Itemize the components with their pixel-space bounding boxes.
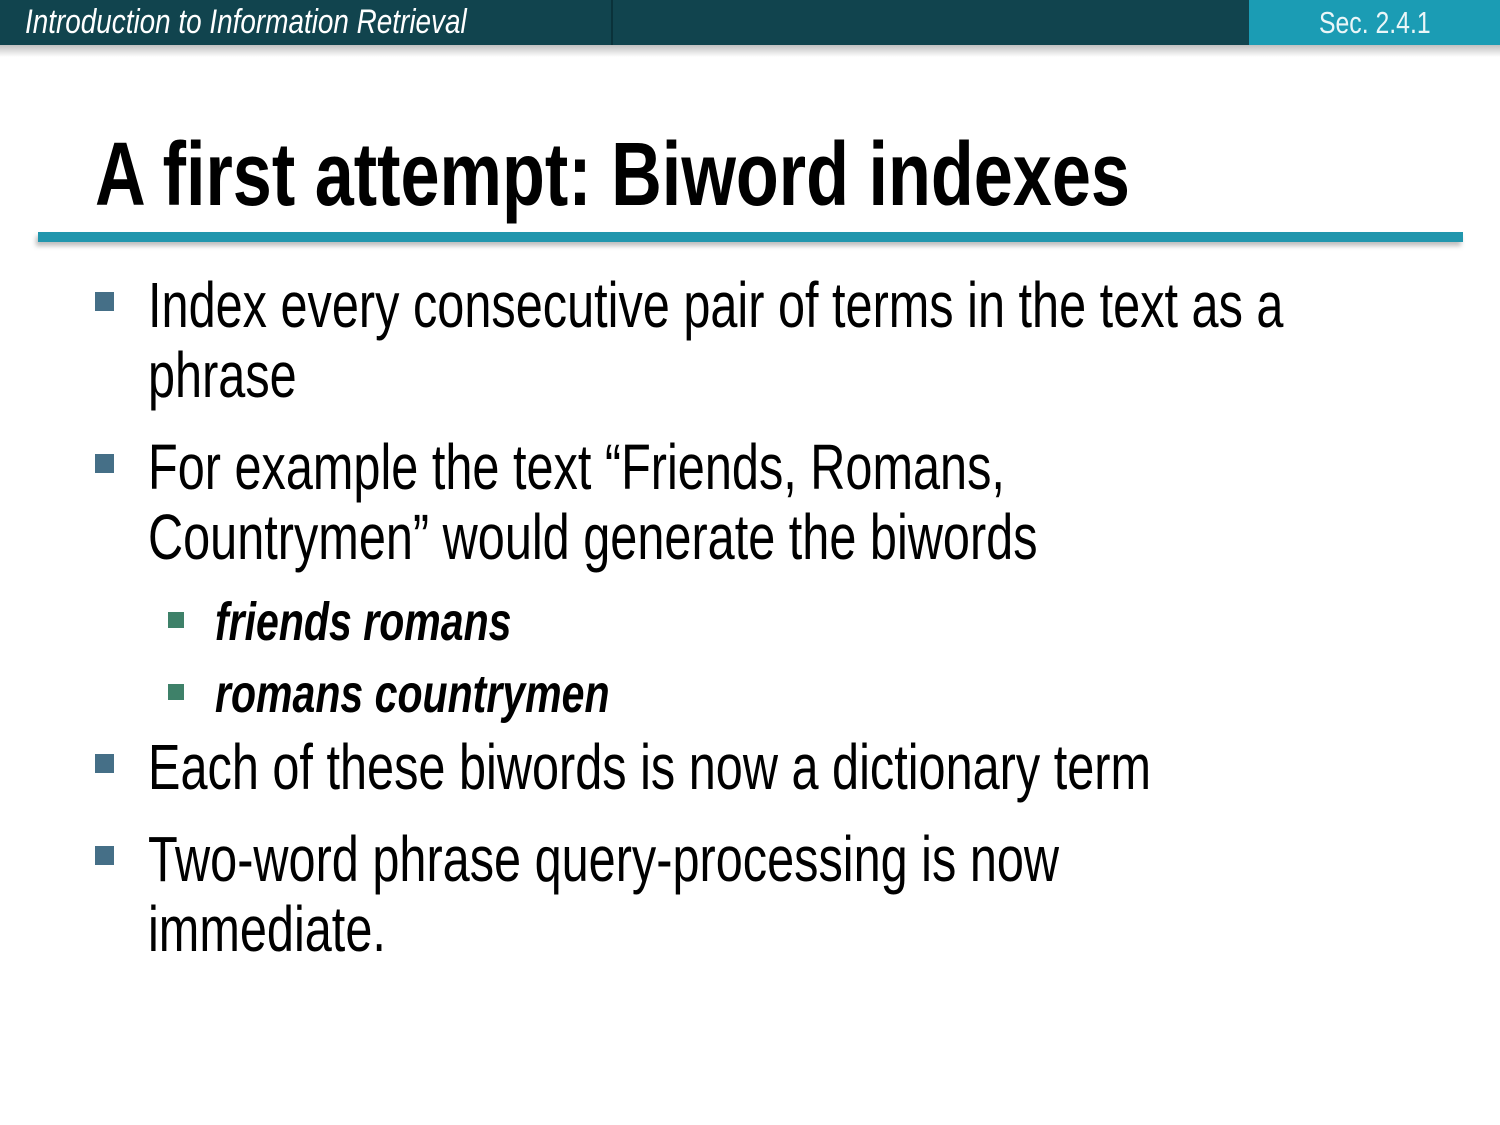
sub-bullet-item — [168, 660, 1455, 728]
course-title — [25, 0, 564, 45]
bullet-line: Countrymen” would generate the biwords — [148, 501, 1038, 573]
bullet-text — [148, 824, 1347, 964]
bullet-item — [95, 824, 1455, 964]
page-title-text: A first attempt: Biword indexes — [95, 125, 1130, 225]
header-divider — [611, 0, 613, 45]
bullet-square-icon — [95, 754, 114, 773]
bullet-square-icon — [95, 454, 114, 473]
bullet-item — [95, 270, 1455, 410]
bullet-square-icon — [95, 292, 114, 311]
bullet-line: Index every consecutive pair of terms in the text as a — [148, 269, 1284, 341]
bullet-item — [95, 732, 1455, 802]
bullet-line: Each of these biwords is now a dictionary term — [148, 731, 1151, 803]
bullet-line: For example the text “Friends, Romans, — [148, 431, 1005, 503]
bullet-line: phrase — [148, 339, 297, 411]
sub-bullet-square-icon — [168, 612, 184, 628]
sub-bullet-item — [168, 588, 1455, 656]
bullet-line: friends romans — [215, 592, 512, 652]
bullet-line: romans countrymen — [215, 664, 610, 724]
header-bar — [0, 0, 1500, 45]
sub-bullet-text — [215, 588, 605, 656]
bullet-text — [148, 732, 1468, 802]
section-label: Sec. 2.4.1 — [1318, 5, 1431, 40]
sub-bullet-square-icon — [168, 684, 184, 700]
section-badge — [1249, 0, 1500, 45]
bullet-line: immediate. — [148, 893, 386, 965]
title-underline-rule — [38, 232, 1463, 242]
bullet-list — [95, 270, 1455, 986]
bullet-square-icon — [95, 846, 114, 865]
page-title — [95, 125, 1422, 225]
bullet-line: Two-word phrase query-processing is now — [148, 823, 1060, 895]
sub-bullet-text — [215, 660, 734, 728]
bullet-text — [148, 432, 1318, 572]
bullet-text — [148, 270, 1500, 410]
course-title-text: Introduction to Information Retrieval — [25, 3, 467, 41]
header-shadow — [0, 45, 1500, 57]
bullet-item — [95, 432, 1455, 572]
